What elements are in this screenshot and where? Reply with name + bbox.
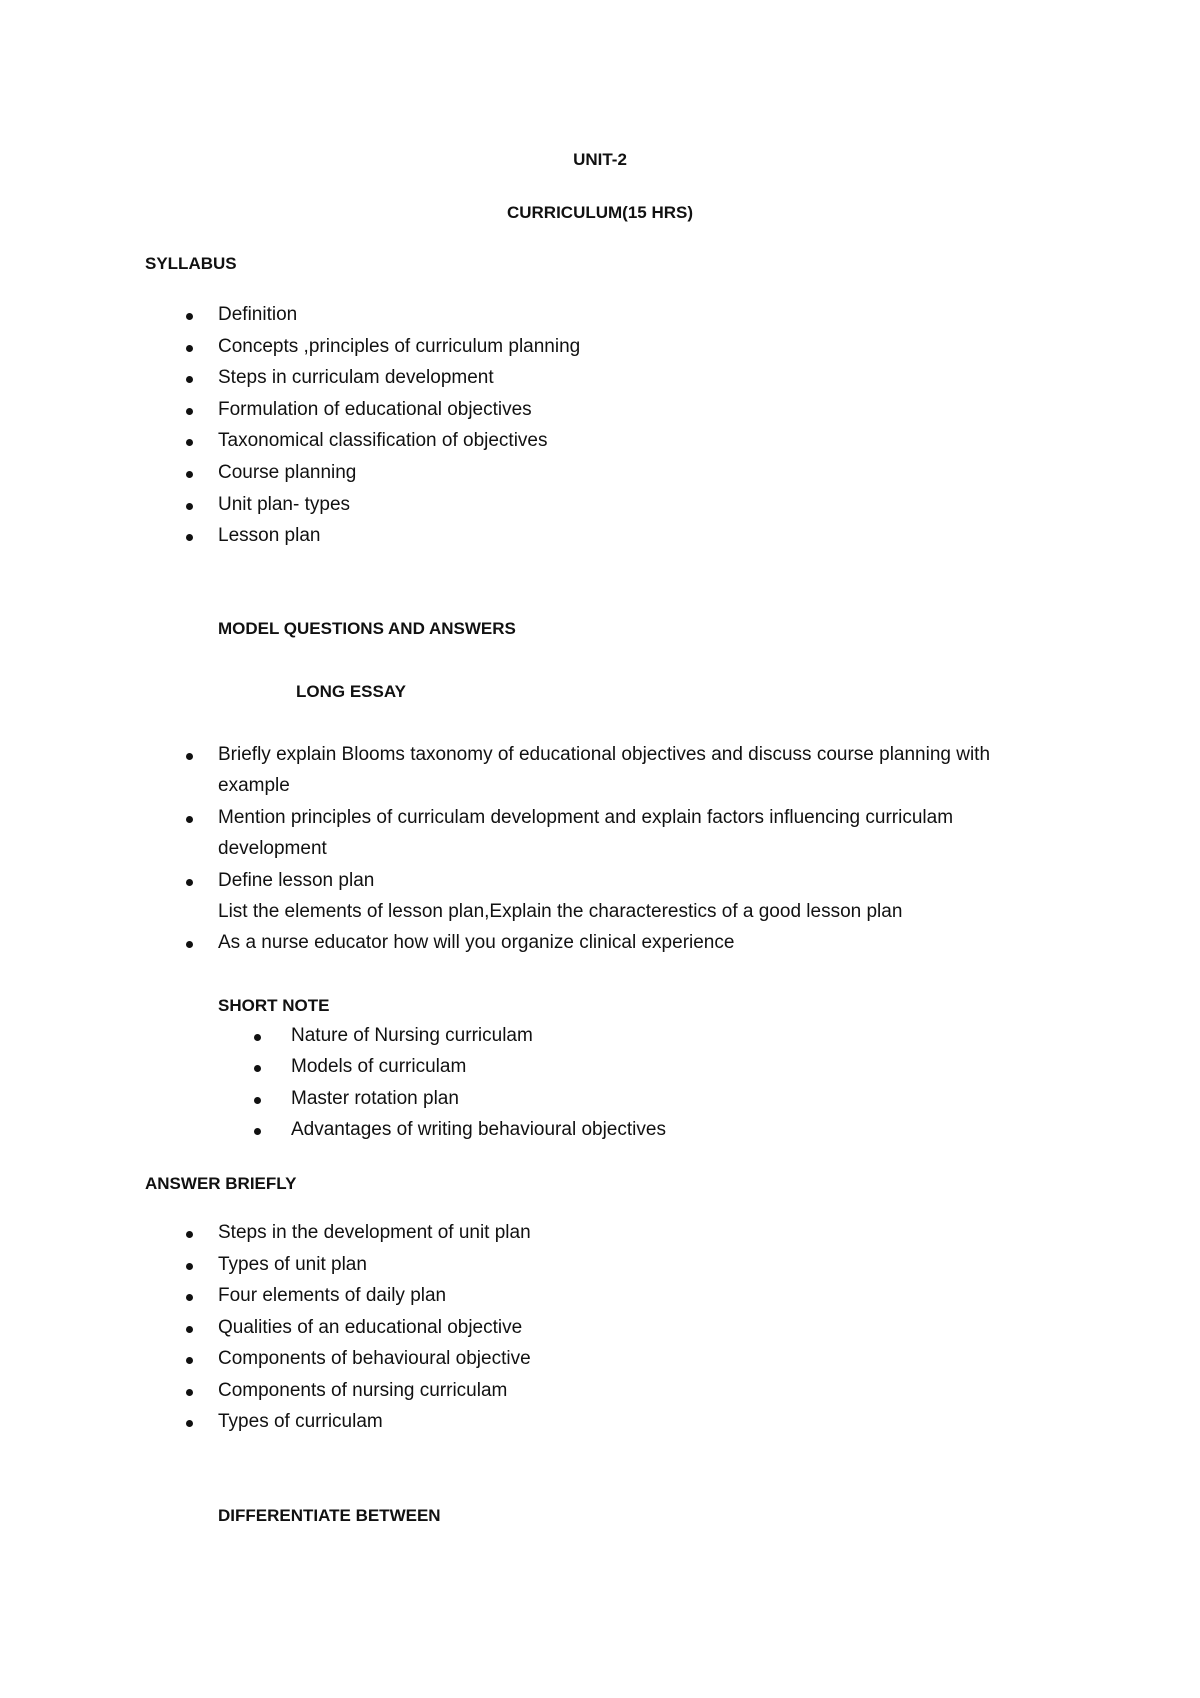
list-item-text: Models of curriculam <box>291 1056 467 1078</box>
document-subtitle: CURRICULUM(15 HRS) <box>506 203 694 222</box>
list-item-text: Qualities of an educational objective <box>218 1316 523 1338</box>
bullet-icon <box>186 941 193 948</box>
list-item-text: Four elements of daily plan <box>218 1285 447 1306</box>
bullet-icon <box>254 1097 261 1104</box>
list-item-text: Course planning <box>218 462 357 483</box>
list-item-text: Mention principles of curriculam development and explain factors influencing curriculam <box>218 806 954 828</box>
bullet-icon <box>186 313 193 320</box>
list-item-text: Types of unit plan <box>218 1253 367 1275</box>
list-item-text: Steps in the development of unit plan <box>218 1222 531 1243</box>
list-item-text: Master rotation plan <box>291 1087 459 1109</box>
list-item-text: Steps in curriculam development <box>218 367 494 389</box>
bullet-icon <box>254 1034 261 1041</box>
bullet-icon <box>186 1231 193 1238</box>
long-essay-heading: LONG ESSAY <box>296 682 406 701</box>
list-item-text: Components of behavioural objective <box>218 1348 531 1369</box>
list-item-text: Components of nursing curriculam <box>218 1379 508 1401</box>
answer-briefly-heading: ANSWER BRIEFLY <box>145 1174 297 1193</box>
bullet-icon <box>186 471 193 478</box>
list-item-text: Types of curriculam <box>218 1411 383 1432</box>
bullet-icon <box>186 1294 193 1301</box>
bullet-icon <box>254 1128 261 1135</box>
bullet-icon <box>186 1420 193 1427</box>
list-item-text: As a nurse educator how will you organize clinical experience <box>218 932 735 954</box>
bullet-icon <box>186 439 193 446</box>
bullet-icon <box>186 816 193 823</box>
list-item-text: Formulation of educational objectives <box>218 398 532 420</box>
list-item-text: Definition <box>218 304 298 325</box>
list-item-text: Concepts ,principles of curriculum planning <box>218 335 581 357</box>
bullet-icon <box>186 1389 193 1396</box>
list-item-text: Nature of Nursing curriculam <box>291 1025 533 1046</box>
bullet-icon <box>186 345 193 352</box>
short-note-heading: SHORT NOTE <box>218 996 330 1015</box>
bullet-icon <box>186 1357 193 1364</box>
list-item-text: Taxonomical classification of objectives <box>218 430 548 452</box>
list-item-text: Lesson plan <box>218 525 321 547</box>
bullet-icon <box>254 1065 261 1072</box>
list-item-text: example <box>218 775 290 797</box>
list-item-text: List the elements of lesson plan,Explain the characterestics of a good lesson plan <box>218 901 903 922</box>
bullet-icon <box>186 1263 193 1270</box>
list-item-text: development <box>218 838 327 860</box>
bullet-icon <box>186 376 193 383</box>
list-item-text: Define lesson plan <box>218 869 375 891</box>
syllabus-heading: SYLLABUS <box>145 254 237 273</box>
bullet-icon <box>186 503 193 510</box>
bullet-icon <box>186 1326 193 1333</box>
bullet-icon <box>186 879 193 886</box>
bullet-icon <box>186 753 193 760</box>
list-item-text: Unit plan- types <box>218 493 351 515</box>
list-item-text: Briefly explain Blooms taxonomy of educational objectives and discuss course planning with <box>218 744 991 765</box>
differentiate-heading: DIFFERENTIATE BETWEEN <box>218 1506 441 1525</box>
bullet-icon <box>186 534 193 541</box>
unit-title: UNIT-2 <box>573 150 627 169</box>
list-item-text: Advantages of writing behavioural objectives <box>291 1118 666 1140</box>
model-questions-heading: MODEL QUESTIONS AND ANSWERS <box>218 619 516 638</box>
bullet-icon <box>186 408 193 415</box>
